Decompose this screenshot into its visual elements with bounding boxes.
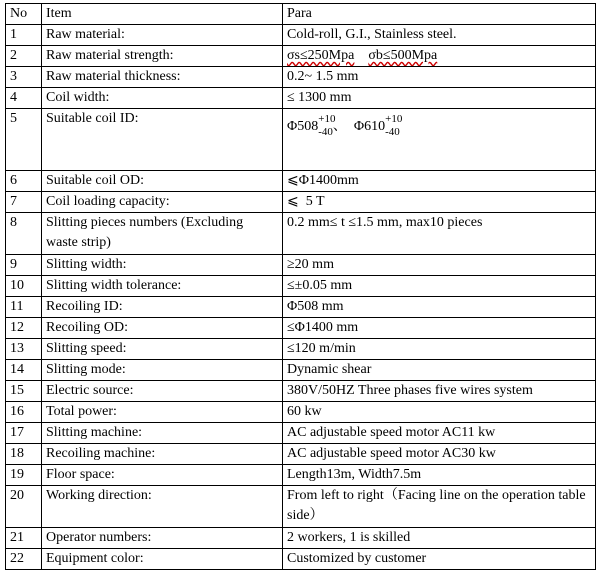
row-no: 22 (6, 549, 42, 570)
row-item: Slitting pieces numbers (Excluding waste strip) (42, 213, 283, 255)
row-no: 4 (6, 88, 42, 109)
table-row (6, 402, 596, 423)
row-item: Suitable coil OD: (42, 171, 283, 192)
row-no: 13 (6, 339, 42, 360)
row-para: AC adjustable speed motor AC11 kw (283, 423, 596, 444)
table-row (6, 339, 596, 360)
table-row (6, 423, 596, 444)
table-row (6, 465, 596, 486)
coil-id-610-upper-tol: +10 (385, 113, 403, 125)
table-row (6, 192, 596, 213)
row-para: 2 workers, 1 is skilled (283, 528, 596, 549)
row-item: Slitting speed: (42, 339, 283, 360)
table-row (6, 381, 596, 402)
strength-sigma-s: σs≤250Mpa (287, 48, 355, 63)
table-row (6, 360, 596, 381)
row-para: ≤Φ1400 mm (283, 318, 596, 339)
table-row (6, 67, 596, 88)
table-row (6, 528, 596, 549)
row-no: 7 (6, 192, 42, 213)
coil-id-610 (353, 113, 403, 138)
coil-id-separator: 、 (332, 119, 347, 134)
table-row (6, 88, 596, 109)
table-row (6, 486, 596, 528)
row-item: Slitting machine: (42, 423, 283, 444)
row-no: 17 (6, 423, 42, 444)
row-item: Raw material thickness: (42, 67, 283, 88)
row-item: Raw material strength: (42, 46, 283, 67)
table-row (6, 444, 596, 465)
row-para: ⩽ 5 T (283, 192, 596, 213)
row-no: 16 (6, 402, 42, 423)
coil-id-508 (287, 113, 336, 138)
row-item: Recoiling OD: (42, 318, 283, 339)
row-no: 8 (6, 213, 42, 255)
row-item: Slitting width: (42, 255, 283, 276)
row-item: Suitable coil ID: (42, 109, 283, 171)
row-para: Length13m, Width7.5m (283, 465, 596, 486)
row-item: Recoiling machine: (42, 444, 283, 465)
row-no: 6 (6, 171, 42, 192)
table-row (6, 255, 596, 276)
row-item: Floor space: (42, 465, 283, 486)
row-para: From left to right（Facing line on the operation table side） (283, 486, 596, 528)
row-no: 10 (6, 276, 42, 297)
row-para (283, 109, 596, 171)
row-no: 20 (6, 486, 42, 528)
row-item: Equipment color: (42, 549, 283, 570)
coil-id-610-base: Φ610 (353, 119, 386, 134)
strength-sigma-b: σb≤500Mpa (368, 48, 438, 63)
table-row (6, 109, 596, 171)
row-item: Raw material: (42, 25, 283, 46)
row-para: ≤ 1300 mm (283, 88, 596, 109)
row-para: Customized by customer (283, 549, 596, 570)
coil-id-508-lower-tol: -40 (318, 126, 333, 138)
row-para: Dynamic shear (283, 360, 596, 381)
row-item: Coil width: (42, 88, 283, 109)
row-item: Slitting mode: (42, 360, 283, 381)
row-no: 15 (6, 381, 42, 402)
header-para: Para (283, 4, 596, 25)
row-no: 21 (6, 528, 42, 549)
coil-id-610-lower-tol: -40 (385, 126, 400, 138)
coil-id-508-base: Φ508 (287, 119, 319, 134)
table-row (6, 46, 596, 67)
row-item: Slitting width tolerance: (42, 276, 283, 297)
row-item: Total power: (42, 402, 283, 423)
row-no: 12 (6, 318, 42, 339)
header-item: Item (42, 4, 283, 25)
row-para: 60 kw (283, 402, 596, 423)
header-no: No (6, 4, 42, 25)
row-para: Cold-roll, G.I., Stainless steel. (283, 25, 596, 46)
row-item: Recoiling ID: (42, 297, 283, 318)
table-row (6, 25, 596, 46)
row-para (283, 46, 596, 67)
row-no: 5 (6, 109, 42, 171)
row-para: ≥20 mm (283, 255, 596, 276)
coil-id-508-upper-tol: +10 (318, 113, 336, 125)
row-item: Working direction: (42, 486, 283, 528)
table-row (6, 213, 596, 255)
row-para: 0.2~ 1.5 mm (283, 67, 596, 88)
row-no: 2 (6, 46, 42, 67)
row-para: 0.2 mm≤ t ≤1.5 mm, max10 pieces (283, 213, 596, 255)
row-item: Operator numbers: (42, 528, 283, 549)
row-item: Coil loading capacity: (42, 192, 283, 213)
row-para: AC adjustable speed motor AC30 kw (283, 444, 596, 465)
table-row (6, 171, 596, 192)
row-para: 380V/50HZ Three phases five wires system (283, 381, 596, 402)
table-header-row (6, 4, 596, 25)
row-no: 18 (6, 444, 42, 465)
coil-id-values (287, 113, 403, 138)
table-row (6, 549, 596, 570)
row-no: 1 (6, 25, 42, 46)
row-para: ≤±0.05 mm (283, 276, 596, 297)
spec-table (5, 3, 596, 570)
row-no: 9 (6, 255, 42, 276)
row-para: ≤120 m/min (283, 339, 596, 360)
row-no: 14 (6, 360, 42, 381)
table-row (6, 297, 596, 318)
table-row (6, 276, 596, 297)
row-no: 3 (6, 67, 42, 88)
row-no: 11 (6, 297, 42, 318)
table-row (6, 318, 596, 339)
row-item: Electric source: (42, 381, 283, 402)
row-para: Φ508 mm (283, 297, 596, 318)
row-no: 19 (6, 465, 42, 486)
row-para: ⩽Φ1400mm (283, 171, 596, 192)
